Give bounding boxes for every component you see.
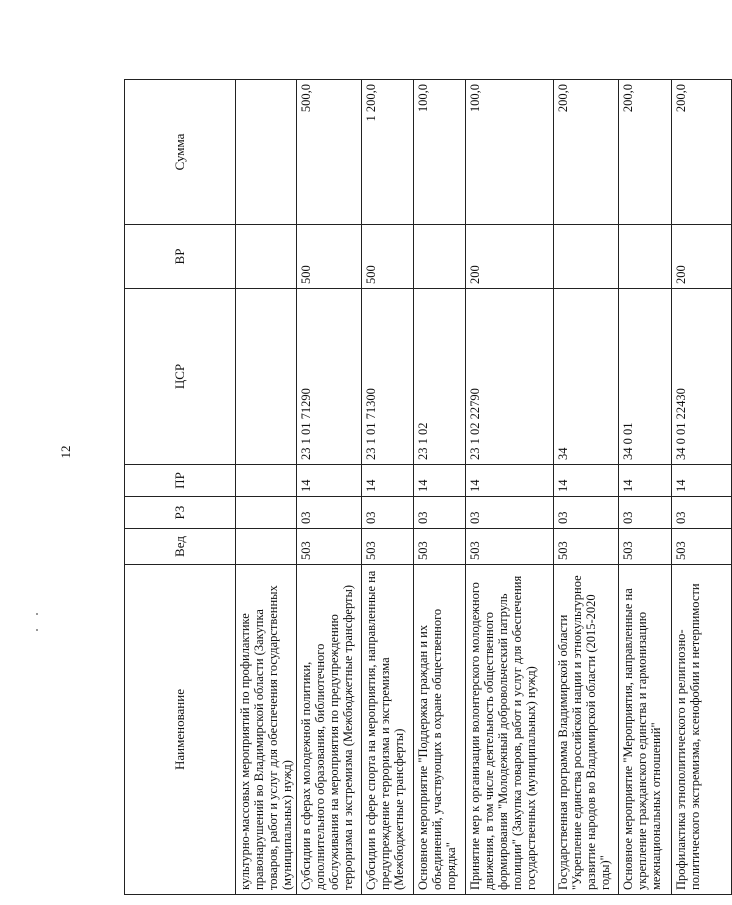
cell-sum: 1 200,0: [362, 80, 414, 225]
cell-vr: 200: [672, 225, 732, 289]
cell-ved: [236, 529, 297, 565]
cell-vr: 200: [466, 225, 554, 289]
cell-name: Принятие мер к организации волонтерского молодежного движения, в том числе деятельность общественного формирования "Молодежный добровольческий патруль полиции" (Закупка товаров, работ и услуг для обеспечения государственных (муниципальных) нужд): [466, 565, 554, 895]
scan-speck: [36, 629, 38, 631]
cell-rz: 03: [619, 497, 672, 529]
cell-name: Основное мероприятие "Мероприятия, направленные на укрепление гражданского единства и гармонизацию межнациональных отношений": [619, 565, 672, 895]
cell-rz: 03: [672, 497, 732, 529]
header-vr: ВР: [125, 225, 236, 289]
cell-sum: 100,0: [466, 80, 554, 225]
cell-ved: 503: [414, 529, 466, 565]
table-row: [414, 80, 466, 895]
cell-rz: 03: [414, 497, 466, 529]
table-header-row: [125, 80, 236, 895]
cell-name: Субсидии в сферах молодежной политики, дополнительного образования, библиотечного обслуживания на мероприятия по предупреждению терроризма и экстремизма (Межбюджетные трансферты): [297, 565, 362, 895]
cell-rz: 03: [554, 497, 619, 529]
budget-table: [124, 79, 732, 895]
cell-ved: 503: [672, 529, 732, 565]
cell-vr: [554, 225, 619, 289]
budget-table-frame: [124, 80, 702, 895]
cell-csr: 23 1 01 71300: [362, 289, 414, 465]
table-row: [297, 80, 362, 895]
cell-csr: 23 1 02 22790: [466, 289, 554, 465]
cell-csr: 34 0 01: [619, 289, 672, 465]
cell-name: Субсидии в сфере спорта на мероприятия, направленные на предупреждение терроризма и экстремизма (Межбюджетные трансферты): [362, 565, 414, 895]
header-pr: ПР: [125, 465, 236, 497]
table-row: [236, 80, 297, 895]
cell-name: Государственная программа Владимирской области "Укрепление единства российской нации и этнокультурное развитие народов во Владимирской области (2015-2020 годы)": [554, 565, 619, 895]
cell-pr: 14: [672, 465, 732, 497]
page-number: 12: [58, 445, 73, 459]
cell-name: Основное мероприятие "Поддержка граждан и их объединений, участвующих в охране общественного порядка": [414, 565, 466, 895]
cell-pr: 14: [619, 465, 672, 497]
cell-pr: 14: [414, 465, 466, 497]
cell-pr: 14: [554, 465, 619, 497]
table-row: [466, 80, 554, 895]
cell-rz: 03: [297, 497, 362, 529]
header-csr: ЦСР: [125, 289, 236, 465]
cell-sum: 100,0: [414, 80, 466, 225]
cell-ved: 503: [554, 529, 619, 565]
scan-speck: [36, 613, 38, 615]
cell-name: культурно-массовых мероприятий по профилактике правонарушений во Владимирской области (Закупка товаров, работ и услуг для обеспечения государственных (муниципальных) нужд): [236, 565, 297, 895]
table-row: [672, 80, 732, 895]
cell-sum: 500,0: [297, 80, 362, 225]
cell-pr: 14: [362, 465, 414, 497]
cell-sum: 200,0: [619, 80, 672, 225]
cell-rz: [236, 497, 297, 529]
cell-vr: 500: [362, 225, 414, 289]
cell-vr: [236, 225, 297, 289]
table-row: [362, 80, 414, 895]
header-sum: Сумма: [125, 80, 236, 225]
cell-ved: 503: [297, 529, 362, 565]
cell-csr: 23 1 02: [414, 289, 466, 465]
table-row: [619, 80, 672, 895]
cell-sum: 200,0: [672, 80, 732, 225]
table-row: [554, 80, 619, 895]
cell-ved: 503: [466, 529, 554, 565]
cell-sum: 200,0: [554, 80, 619, 225]
cell-pr: 14: [297, 465, 362, 497]
cell-pr: 14: [466, 465, 554, 497]
cell-vr: [619, 225, 672, 289]
cell-name: Профилактика этнополитического и религиозно-политического экстремизма, ксенофобии и нетерпимости: [672, 565, 732, 895]
cell-rz: 03: [466, 497, 554, 529]
cell-csr: [236, 289, 297, 465]
cell-pr: [236, 465, 297, 497]
cell-csr: 34 0 01 22430: [672, 289, 732, 465]
header-name: Наименование: [125, 565, 236, 895]
cell-ved: 503: [362, 529, 414, 565]
cell-csr: 34: [554, 289, 619, 465]
header-rz: РЗ: [125, 497, 236, 529]
rotated-page: [124, 80, 702, 895]
cell-ved: 503: [619, 529, 672, 565]
header-ved: Вед: [125, 529, 236, 565]
cell-csr: 23 1 01 71290: [297, 289, 362, 465]
cell-rz: 03: [362, 497, 414, 529]
cell-sum: [236, 80, 297, 225]
cell-vr: 500: [297, 225, 362, 289]
cell-vr: [414, 225, 466, 289]
